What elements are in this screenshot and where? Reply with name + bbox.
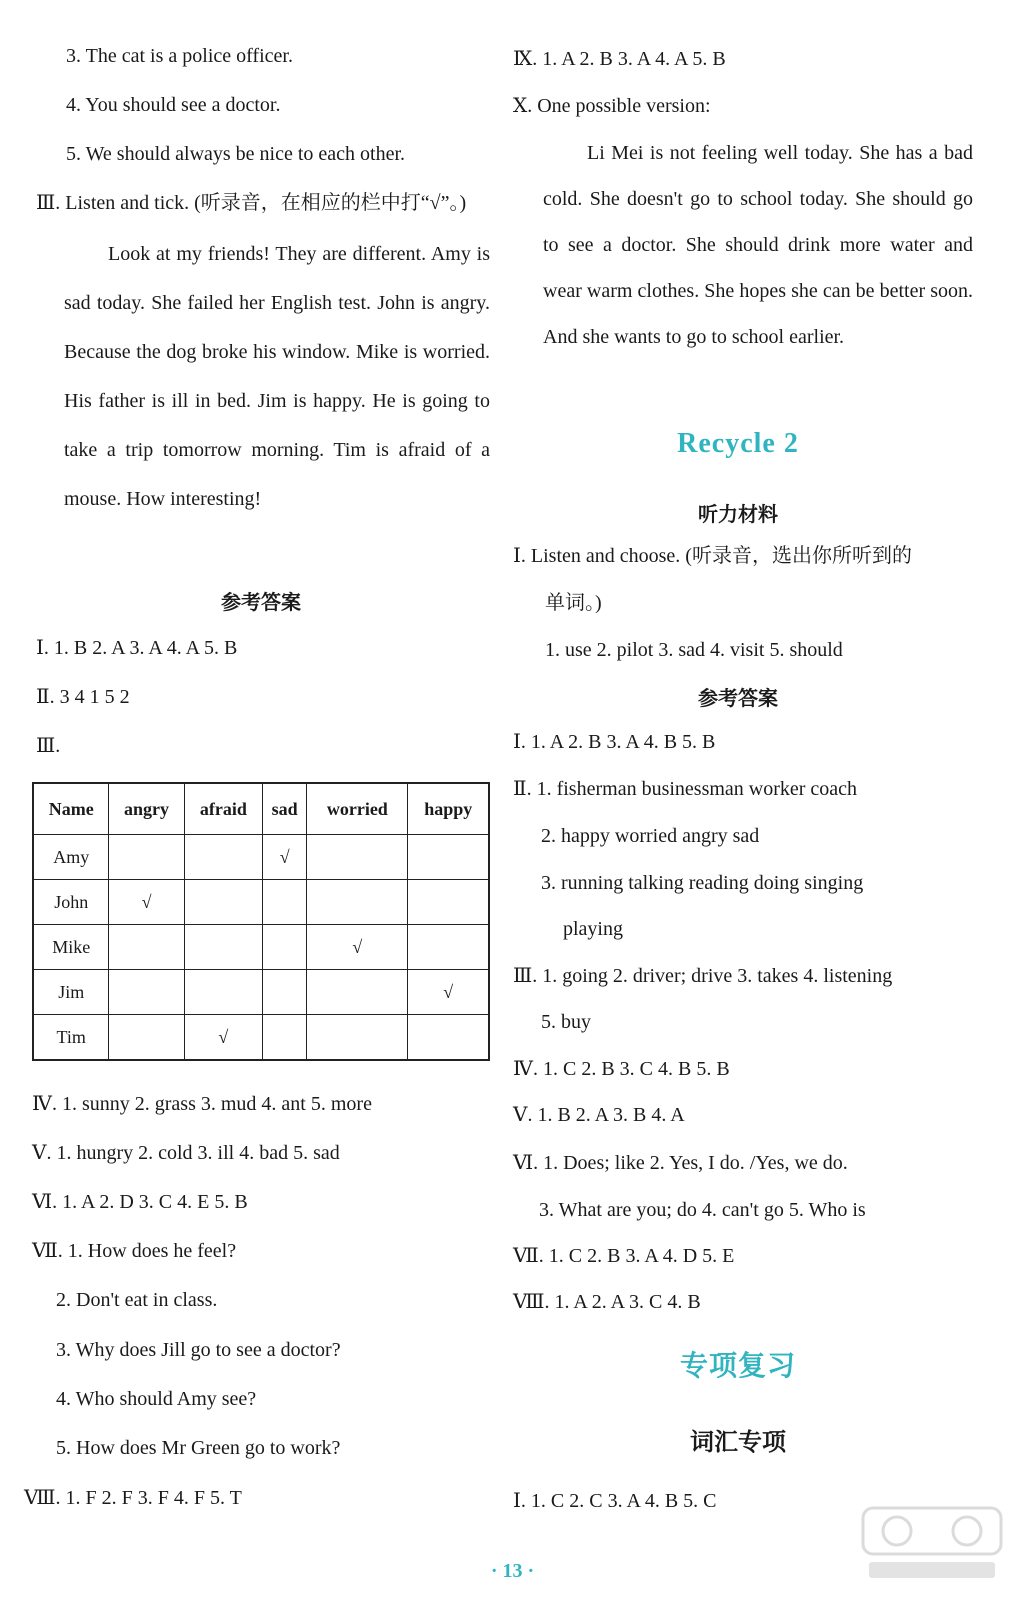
check-cell: [408, 880, 489, 925]
answer-line: Ⅲ. 1. going 2. driver; drive 3. takes 4. listening: [513, 965, 893, 987]
exercise-heading: Ⅲ. Listen and tick. (听录音，在相应的栏中打“√”。): [36, 192, 467, 214]
answer-line: Ⅰ. 1. C 2. C 3. A 4. B 5. C: [513, 1490, 717, 1512]
answer-line: 4. Who should Amy see?: [56, 1388, 257, 1410]
table-header-cell: afraid: [184, 783, 262, 835]
text-line: 5. We should always be nice to each other.: [66, 143, 406, 165]
answer-line: 3. Why does Jill go to see a doctor?: [56, 1339, 341, 1361]
table-row: [33, 880, 489, 925]
answer-line: 2. happy worried angry sad: [541, 825, 760, 847]
check-cell: [184, 835, 262, 880]
check-cell: [307, 1015, 408, 1061]
check-cell: [307, 835, 408, 880]
answer-line: Ⅴ. 1. hungry 2. cold 3. ill 4. bad 5. sad: [32, 1142, 340, 1164]
answer-line: Ⅰ. 1. A 2. B 3. A 4. B 5. B: [513, 731, 716, 753]
answer-line: Ⅱ. 1. fisherman businessman worker coach: [513, 778, 858, 800]
section-title: 专项复习: [679, 1351, 796, 1382]
page-number: · 13 ·: [490, 1560, 535, 1582]
table-row: [33, 1015, 489, 1061]
name-cell: Amy: [33, 835, 109, 880]
answer-line: Ⅲ.: [36, 735, 61, 757]
text-line: 4. You should see a doctor.: [66, 94, 281, 116]
check-cell: [263, 970, 307, 1015]
answer-line: 5. How does Mr Green go to work?: [56, 1437, 341, 1459]
check-cell: [184, 925, 262, 970]
check-cell: [263, 880, 307, 925]
check-cell: [408, 925, 489, 970]
answer-line: Ⅱ. 3 4 1 5 2: [36, 686, 130, 708]
answer-line: Ⅷ. 1. A 2. A 3. C 4. B: [513, 1291, 701, 1313]
check-cell: [263, 925, 307, 970]
check-cell: [109, 835, 184, 880]
answer-heading: 参考答案: [698, 688, 778, 710]
table-row: [33, 970, 489, 1015]
answer-line: Ⅳ. 1. C 2. B 3. C 4. B 5. B: [513, 1058, 730, 1080]
listening-passage: Look at my friends! They are different. Amy is sad today. She failed her English test. John is angry. Because the dog broke his window. Mike is worried. His father is ill in bed. Jim is happy. He is going to take a trip tomorrow morning. Tim is afraid of a mouse. How interesting!: [64, 243, 490, 510]
check-cell: √: [408, 970, 489, 1015]
name-cell: Tim: [33, 1015, 109, 1061]
sample-essay: Li Mei is not feeling well today. She has a bad cold. She doesn't go to school today. She should go to see a doctor. She should drink more water and wear warm clothes. She hopes she can be better soon. And she wants to go to school earlier.: [543, 142, 973, 348]
table-row: [33, 835, 489, 880]
table-header-cell: worried: [307, 783, 408, 835]
answer-line: playing: [563, 918, 623, 940]
text-line: 3. The cat is a police officer.: [66, 45, 293, 67]
answer-table: [32, 782, 490, 1061]
answer-line: Ⅸ. 1. A 2. B 3. A 4. A 5. B: [513, 48, 726, 70]
table-header-cell: happy: [408, 783, 489, 835]
table-header-cell: Name: [33, 783, 109, 835]
check-cell: [307, 970, 408, 1015]
name-cell: Mike: [33, 925, 109, 970]
answer-line: Ⅵ. 1. Does; like 2. Yes, I do. /Yes, we do.: [513, 1152, 848, 1174]
exercise-heading: 单词。): [545, 592, 602, 614]
answer-line: Ⅰ. 1. B 2. A 3. A 4. A 5. B: [36, 637, 238, 659]
table-header-cell: sad: [263, 783, 307, 835]
table-header-row: [33, 783, 489, 835]
check-cell: √: [307, 925, 408, 970]
answer-line: 3. What are you; do 4. can't go 5. Who is: [539, 1199, 866, 1221]
name-cell: John: [33, 880, 109, 925]
check-cell: [184, 970, 262, 1015]
answer-heading: 参考答案: [221, 592, 301, 614]
answer-line: Ⅳ. 1. sunny 2. grass 3. mud 4. ant 5. more: [32, 1093, 372, 1115]
check-cell: [408, 835, 489, 880]
answer-line: Ⅶ. 1. C 2. B 3. A 4. D 5. E: [513, 1245, 735, 1267]
answer-line: Ⅷ. 1. F 2. F 3. F 4. F 5. T: [24, 1487, 242, 1509]
check-cell: [109, 970, 184, 1015]
exercise-heading: Ⅰ. Listen and choose. (听录音，选出你所听到的: [513, 545, 912, 567]
check-cell: [263, 1015, 307, 1061]
exercise-heading: Ⅹ. One possible version:: [513, 95, 711, 117]
table-row: [33, 925, 489, 970]
check-cell: [109, 925, 184, 970]
answer-line: Ⅵ. 1. A 2. D 3. C 4. E 5. B: [32, 1191, 248, 1213]
listening-heading: 听力材料: [698, 504, 778, 526]
answer-line: 5. buy: [541, 1011, 591, 1033]
check-cell: [109, 1015, 184, 1061]
word-list: 1. use 2. pilot 3. sad 4. visit 5. should: [545, 639, 843, 661]
answer-line: Ⅶ. 1. How does he feel?: [32, 1240, 237, 1262]
name-cell: Jim: [33, 970, 109, 1015]
check-cell: [307, 880, 408, 925]
watermark-logo-icon: [857, 1502, 1007, 1586]
check-cell: √: [263, 835, 307, 880]
table-header-cell: angry: [109, 783, 184, 835]
check-cell: [408, 1015, 489, 1061]
check-cell: √: [184, 1015, 262, 1061]
check-cell: √: [109, 880, 184, 925]
answer-line: 2. Don't eat in class.: [56, 1289, 218, 1311]
check-cell: [184, 880, 262, 925]
sub-title: 词汇专项: [690, 1430, 786, 1456]
section-title: Recycle 2: [677, 428, 799, 459]
answer-line: Ⅴ. 1. B 2. A 3. B 4. A: [513, 1104, 685, 1126]
answer-line: 3. running talking reading doing singing: [541, 872, 864, 894]
